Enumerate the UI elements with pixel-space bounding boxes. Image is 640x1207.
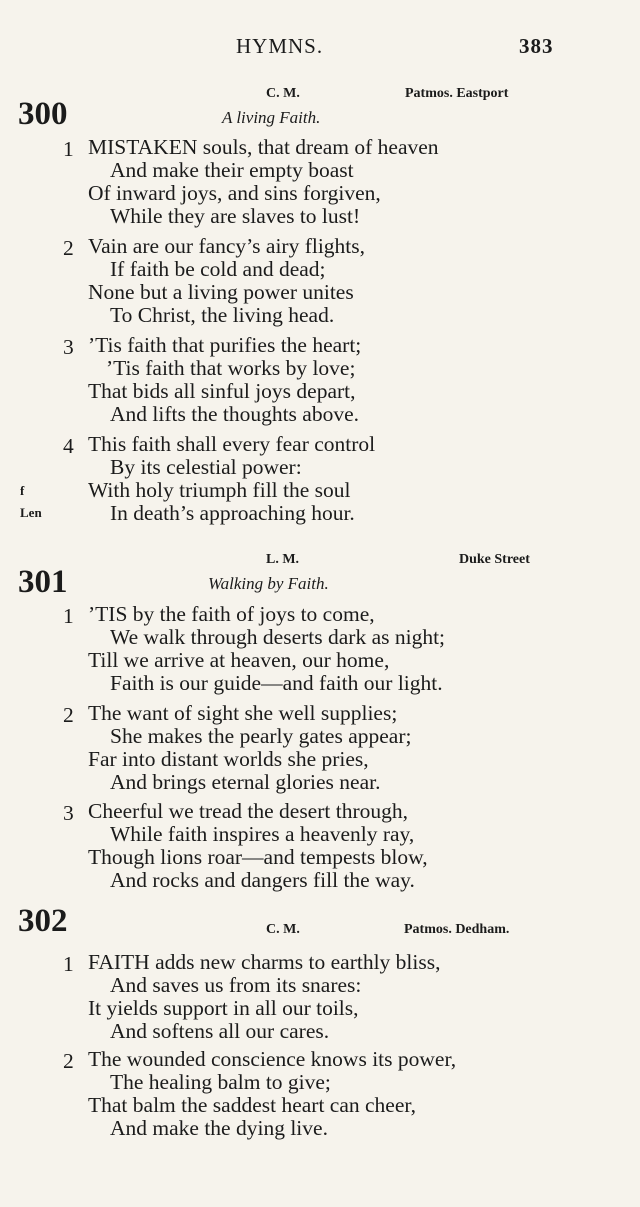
hymn-tunes: Patmos. Dedham.	[404, 922, 510, 937]
verse-number: 2	[63, 703, 74, 727]
verse-line: This faith shall every fear control	[88, 432, 376, 456]
dynamic-mark: f	[20, 483, 25, 498]
verse-line: To Christ, the living head.	[110, 303, 335, 327]
verse-line: ’TIS by the faith of joys to come,	[88, 602, 375, 626]
verse-line: If faith be cold and dead;	[110, 257, 326, 281]
page-number: 383	[519, 34, 554, 58]
hymn-meter: C. M.	[266, 86, 300, 101]
verse-line: Vain are our fancy’s airy flights,	[88, 234, 366, 258]
verse-line: Cheerful we tread the desert through,	[88, 799, 408, 823]
verse-number: 2	[63, 236, 74, 260]
hymn-tunes: Duke Street	[459, 552, 530, 567]
verse-line: Till we arrive at heaven, our home,	[88, 648, 390, 672]
verse-line: ’Tis faith that purifies the heart;	[88, 333, 362, 357]
verse-number: 1	[63, 137, 74, 161]
verse-line: Though lions roar—and tempests blow,	[88, 845, 428, 869]
verse-line: With holy triumph fill the soul	[88, 478, 351, 502]
verse-line: That bids all sinful joys depart,	[88, 379, 356, 403]
verse-line: The want of sight she well supplies;	[88, 701, 398, 725]
verse-line: Far into distant worlds she pries,	[88, 747, 369, 771]
hymn-tunes: Patmos. Eastport	[405, 86, 509, 101]
verse-line: Faith is our guide—and faith our light.	[110, 671, 443, 695]
verse-line: Of inward joys, and sins forgiven,	[88, 181, 381, 205]
hymn-title: Walking by Faith.	[208, 574, 329, 593]
verse-line: While they are slaves to lust!	[110, 204, 361, 228]
verse-line: And rocks and dangers fill the way.	[110, 868, 415, 892]
hymn-number: 301	[18, 564, 68, 600]
verse-line: The wounded conscience knows its power,	[88, 1047, 457, 1071]
verse-line: We walk through deserts dark as night;	[110, 625, 446, 649]
hymn-meter: C. M.	[266, 922, 300, 937]
verse-line: By its celestial power:	[110, 455, 302, 479]
verse-line: And lifts the thoughts above.	[110, 402, 360, 426]
verse-number: 1	[63, 604, 74, 628]
verse-line: The healing balm to give;	[110, 1070, 331, 1094]
verse-line: That balm the saddest heart can cheer,	[88, 1093, 417, 1117]
hymn-meter: L. M.	[266, 552, 300, 567]
verse-line: And softens all our cares.	[110, 1019, 330, 1043]
verse-line: And make the dying live.	[110, 1116, 328, 1140]
verse-line: MISTAKEN souls, that dream of heaven	[88, 135, 439, 159]
verse-number: 4	[63, 434, 74, 458]
verse-line: In death’s approaching hour.	[110, 501, 355, 525]
verse-line: FAITH adds new charms to earthly bliss,	[88, 950, 441, 974]
hymn-title: A living Faith.	[222, 108, 321, 127]
verse-line: She makes the pearly gates appear;	[110, 724, 412, 748]
verse-number: 1	[63, 952, 74, 976]
hymn-number: 300	[18, 96, 68, 132]
verse-line: ’Tis faith that works by love;	[106, 356, 356, 380]
verse-line: None but a living power unites	[88, 280, 354, 304]
verse-line: And make their empty boast	[110, 158, 354, 182]
verse-number: 3	[63, 801, 74, 825]
running-title: HYMNS.	[236, 34, 324, 58]
verse-line: While faith inspires a heavenly ray,	[110, 822, 415, 846]
verse-line: It yields support in all our toils,	[88, 996, 359, 1020]
verse-line: And saves us from its snares:	[110, 973, 362, 997]
hymn-number: 302	[18, 903, 68, 939]
verse-line: And brings eternal glories near.	[110, 770, 381, 794]
verse-number: 3	[63, 335, 74, 359]
verse-number: 2	[63, 1049, 74, 1073]
dynamic-mark: Len	[20, 505, 42, 520]
